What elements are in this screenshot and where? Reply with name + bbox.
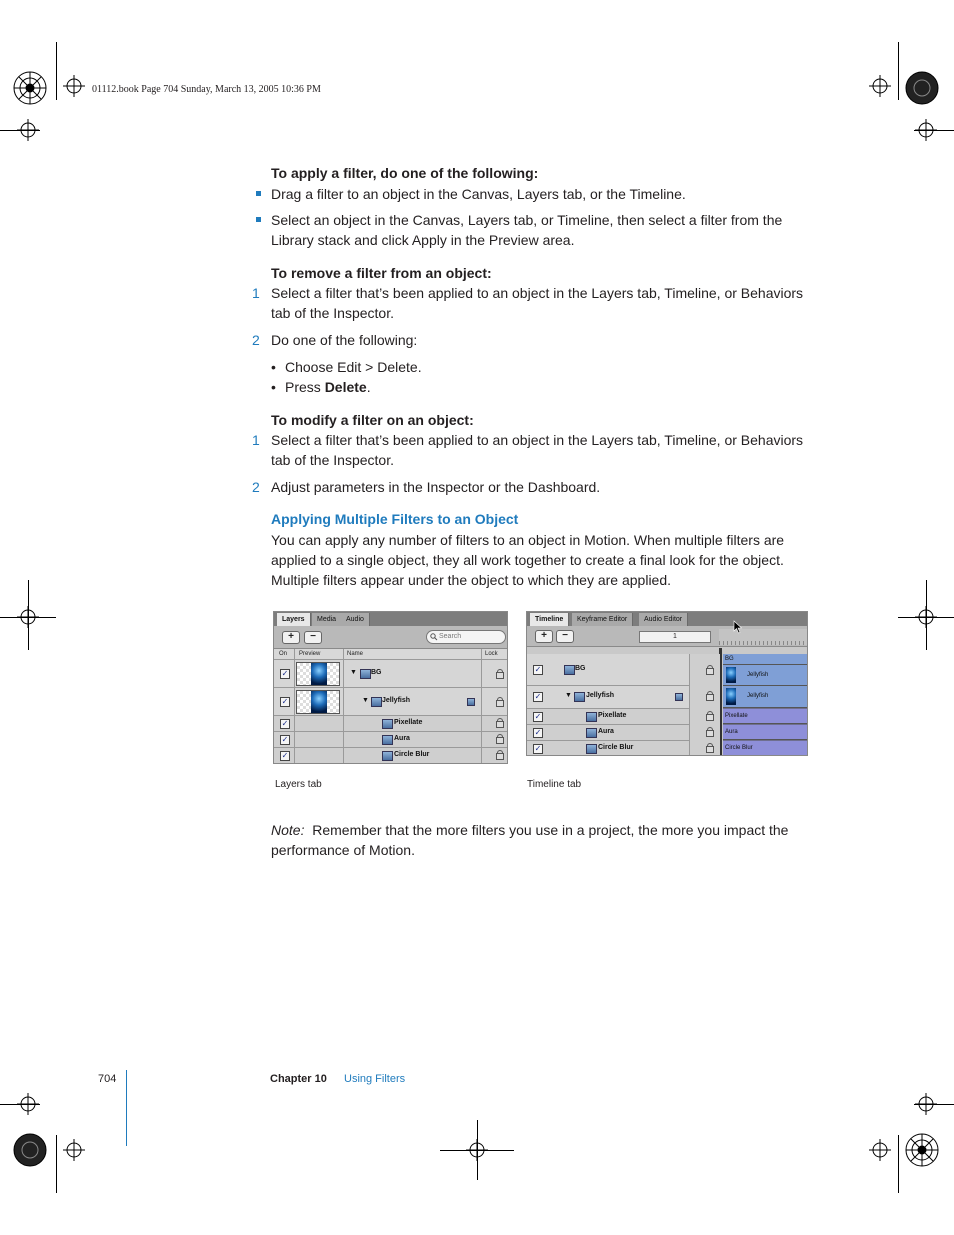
- tab-audio[interactable]: Audio: [341, 613, 370, 626]
- apply-bullet-1: Drag a filter to an object in the Canvas, Layers tab, or the Timeline.: [271, 186, 686, 202]
- body-line: Multiple filters appear under the object to which they are applied.: [271, 572, 672, 588]
- tab-keyframe-editor[interactable]: Keyframe Editor: [572, 613, 633, 626]
- layer-thumbnail: [296, 690, 340, 714]
- layer-thumbnail: [296, 662, 340, 686]
- layer-row-jellyfish[interactable]: [274, 688, 507, 716]
- step-number: 2: [252, 332, 260, 348]
- tab-media[interactable]: Media: [312, 613, 342, 626]
- lock-icon[interactable]: [496, 753, 504, 760]
- filter-icon: [382, 719, 393, 729]
- filter-stack-icon: [467, 698, 475, 706]
- filter-icon: [586, 728, 597, 738]
- filter-stack-icon: [675, 693, 683, 701]
- layer-enable-checkbox[interactable]: ✓: [281, 751, 289, 760]
- layer-enable-checkbox[interactable]: ✓: [281, 669, 289, 678]
- clip-thumbnail: [726, 688, 736, 705]
- note-text-cont: performance of Motion.: [271, 842, 415, 858]
- col-on[interactable]: On: [279, 651, 288, 657]
- bullet-marker: [256, 191, 261, 196]
- layer-enable-checkbox[interactable]: ✓: [534, 692, 542, 701]
- layers-panel: [273, 611, 508, 764]
- tab-layers[interactable]: Layers: [277, 613, 311, 626]
- modify-step-1-cont: tab of the Inspector.: [271, 452, 394, 468]
- column-divider: [343, 649, 344, 763]
- modify-step-2: Adjust parameters in the Inspector or the Dashboard.: [271, 479, 601, 495]
- filter-icon: [382, 751, 393, 761]
- print-slug: 01112.book Page 704 Sunday, March 13, 2005 10:36 PM: [92, 84, 321, 95]
- lock-icon[interactable]: [706, 668, 714, 675]
- timeline-row-pixellate[interactable]: [527, 709, 689, 725]
- layer-name: Jellyfish: [586, 692, 615, 699]
- lock-icon[interactable]: [496, 672, 504, 679]
- disclosure-triangle[interactable]: ▼: [565, 692, 572, 699]
- lock-icon[interactable]: [706, 746, 714, 753]
- timeline-tabbar: [527, 612, 807, 626]
- lock-icon[interactable]: [496, 721, 504, 728]
- timeline-row-circle-blur[interactable]: [527, 741, 689, 756]
- column-divider: [294, 649, 295, 763]
- col-lock[interactable]: Lock: [485, 651, 498, 657]
- delete-key: Delete: [324, 379, 367, 395]
- page-number: 704: [98, 1073, 117, 1085]
- track-bar-bg[interactable]: BG: [723, 654, 807, 665]
- lock-icon[interactable]: [706, 694, 714, 701]
- layer-enable-checkbox[interactable]: ✓: [281, 735, 289, 744]
- layers-tabbar: [274, 612, 507, 626]
- layer-icon: [371, 697, 382, 707]
- layer-name: Aura: [598, 728, 614, 735]
- tab-timeline[interactable]: Timeline: [530, 613, 569, 626]
- bullet-marker: [256, 217, 261, 222]
- add-button[interactable]: +: [282, 631, 300, 644]
- step-number: 1: [252, 432, 260, 448]
- remove-sub-2-suffix: .: [366, 379, 371, 395]
- layer-row-bg[interactable]: [274, 660, 507, 688]
- apply-bullet-2: Select an object in the Canvas, Layers tab, or Timeline, then select a filter from the: [271, 212, 783, 228]
- step-number: 2: [252, 479, 260, 495]
- col-name[interactable]: Name: [347, 651, 364, 657]
- note: [271, 820, 788, 840]
- layers-column-header: [274, 649, 507, 660]
- note-text: Remember that the more filters you use in a project, the more you impact the: [304, 822, 789, 838]
- step-number: 1: [252, 285, 260, 301]
- chapter-title: Using Filters: [344, 1073, 406, 1085]
- layer-name: Jellyfish: [382, 697, 411, 704]
- disclosure-triangle[interactable]: ▼: [362, 697, 369, 704]
- apply-heading: To apply a filter, do one of the following:: [271, 165, 539, 181]
- frame-field[interactable]: 1: [639, 631, 711, 643]
- layer-enable-checkbox[interactable]: ✓: [281, 697, 289, 706]
- layer-name: Circle Blur: [394, 751, 430, 758]
- tab-audio-editor[interactable]: Audio Editor: [639, 613, 688, 626]
- track-bar-jellyfish[interactable]: Jellyfish: [723, 665, 807, 686]
- layer-enable-checkbox[interactable]: ✓: [281, 719, 289, 728]
- layer-name: Circle Blur: [598, 744, 634, 751]
- remove-step-1-cont: tab of the Inspector.: [271, 305, 394, 321]
- sub-bullet: •: [271, 379, 276, 395]
- search-input[interactable]: Search: [426, 630, 506, 644]
- layer-enable-checkbox[interactable]: ✓: [534, 728, 542, 737]
- search-icon: [430, 633, 438, 641]
- timeline-panel: [526, 611, 808, 756]
- layer-enable-checkbox[interactable]: ✓: [534, 665, 542, 674]
- timeline-caption: Timeline tab: [527, 779, 582, 790]
- disclosure-triangle[interactable]: ▼: [350, 669, 357, 676]
- timeline-row-aura[interactable]: [527, 725, 689, 741]
- lock-column: [689, 654, 720, 755]
- track-bar-jellyfish[interactable]: Jellyfish: [723, 686, 807, 708]
- add-button[interactable]: +: [535, 630, 553, 643]
- layer-row-pixellate[interactable]: [274, 716, 507, 732]
- lock-icon[interactable]: [706, 730, 714, 737]
- group-icon: [564, 665, 575, 675]
- remove-button[interactable]: −: [304, 631, 322, 644]
- remove-sub-2: [285, 377, 371, 397]
- filter-icon: [382, 735, 393, 745]
- layer-name: Pixellate: [394, 719, 423, 726]
- sub-bullet: •: [271, 359, 276, 375]
- remove-sub-2-prefix: Press: [285, 379, 325, 395]
- modify-step-1: Select a filter that’s been applied to an object in the Layers tab, Timeline, or Behaviors: [271, 432, 804, 448]
- timeline-track-area: [723, 654, 807, 755]
- cursor-arrow-icon: [733, 620, 743, 634]
- group-icon: [360, 669, 371, 679]
- body-line: applied to a single object, they all work together to create a final look for the object.: [271, 552, 784, 568]
- layer-enable-checkbox[interactable]: ✓: [534, 712, 542, 721]
- layer-row-aura[interactable]: [274, 732, 507, 748]
- track-bar-pixellate[interactable]: Pixellate: [723, 709, 807, 724]
- modify-heading: To modify a filter on an object:: [271, 412, 474, 428]
- column-divider: [481, 649, 482, 763]
- layers-toolbar: [274, 626, 507, 649]
- timeline-row-jellyfish[interactable]: [527, 686, 689, 709]
- remove-button[interactable]: −: [556, 630, 574, 643]
- track-bar-aura[interactable]: Aura: [723, 725, 807, 740]
- layer-row-circle-blur[interactable]: [274, 748, 507, 764]
- layer-name: BG: [575, 665, 586, 672]
- clip-thumbnail: [726, 667, 736, 683]
- remove-step-1: Select a filter that’s been applied to an object in the Layers tab, Timeline, or Behaviors: [271, 285, 804, 301]
- filter-icon: [586, 712, 597, 722]
- section-heading: Applying Multiple Filters to an Object: [271, 511, 519, 527]
- lock-icon[interactable]: [496, 737, 504, 744]
- lock-icon[interactable]: [706, 714, 714, 721]
- chapter-label: Chapter 10: [270, 1073, 327, 1085]
- note-label: Note:: [271, 822, 305, 838]
- remove-heading: To remove a filter from an object:: [271, 265, 492, 281]
- layer-name: BG: [371, 669, 382, 676]
- remove-step-2: Do one of the following:: [271, 332, 418, 348]
- track-bar-circle-blur[interactable]: Circle Blur: [723, 741, 807, 756]
- layer-name: Pixellate: [598, 712, 627, 719]
- layer-icon: [574, 692, 585, 702]
- body-line: You can apply any number of filters to an object in Motion. When multiple filters are: [271, 532, 785, 548]
- timeline-row-bg[interactable]: [527, 654, 689, 686]
- col-preview[interactable]: Preview: [299, 651, 321, 657]
- layer-name: Aura: [394, 735, 410, 742]
- apply-bullet-2-cont: Library stack and click Apply in the Preview area.: [271, 232, 575, 248]
- remove-sub-1: Choose Edit > Delete.: [285, 359, 422, 375]
- lock-icon[interactable]: [496, 700, 504, 707]
- timeline-toolbar: [527, 626, 807, 647]
- filter-icon: [586, 744, 597, 754]
- layers-caption: Layers tab: [275, 779, 322, 790]
- layer-enable-checkbox[interactable]: ✓: [534, 744, 542, 753]
